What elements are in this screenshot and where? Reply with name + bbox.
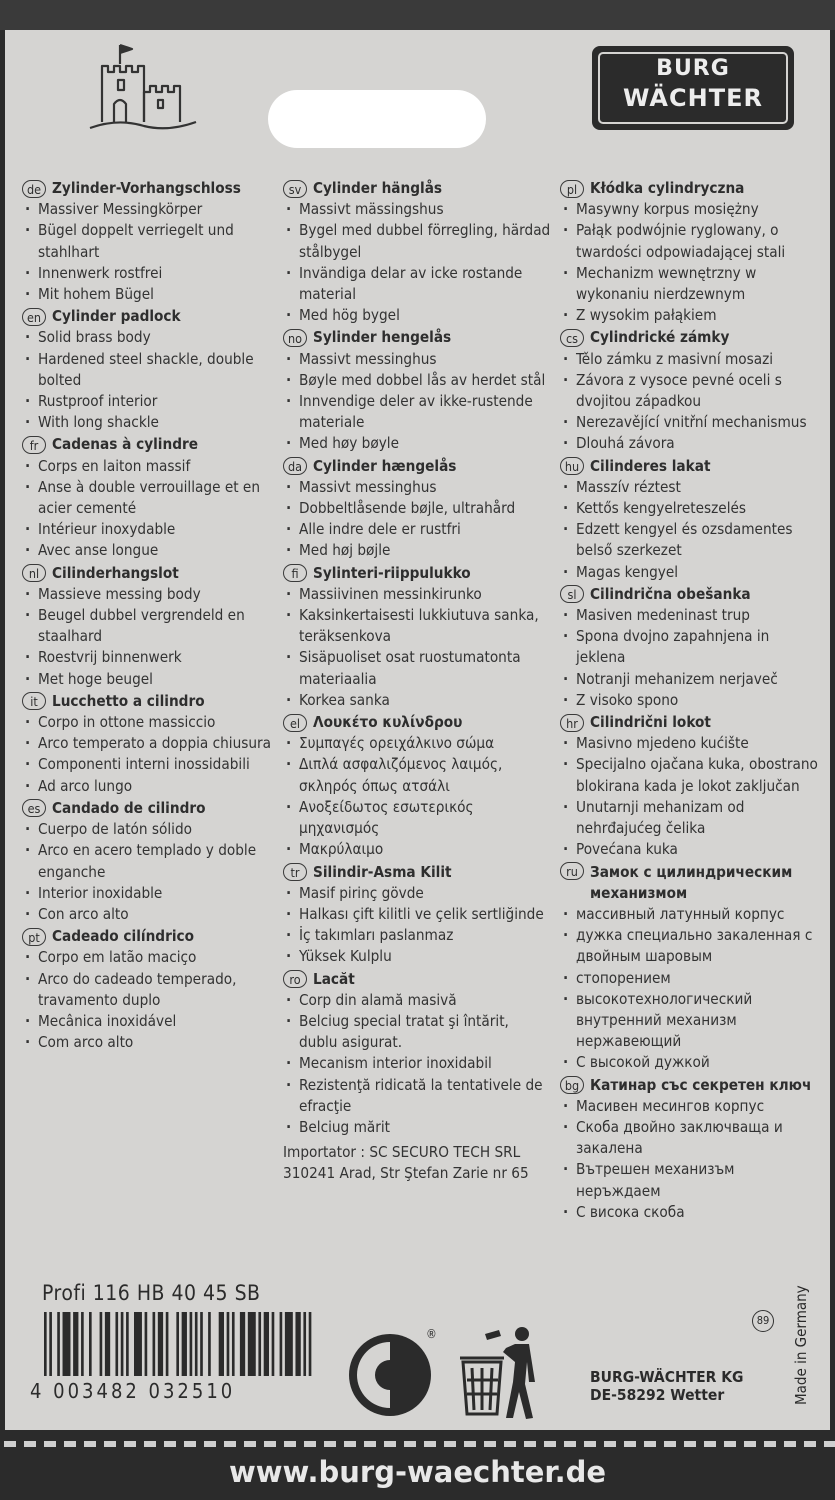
section-title: Cadenas à cylindre xyxy=(52,435,198,454)
section-title: Катинар със секретен ключ xyxy=(590,1075,812,1094)
divider-dash xyxy=(204,1441,216,1447)
language-code-badge: sv xyxy=(283,180,307,198)
section-heading xyxy=(22,563,277,584)
language-code-badge: pl xyxy=(560,180,584,198)
barcode-bar xyxy=(240,1312,245,1376)
divider-dash xyxy=(64,1441,76,1447)
section-title: Λουκέτο κυλίνδρου xyxy=(313,713,463,732)
feature-item: · Con arco alto xyxy=(22,904,277,925)
language-code-badge: de xyxy=(22,180,46,198)
barcode-bar xyxy=(182,1312,187,1376)
section-heading xyxy=(22,306,277,327)
language-code-badge: hu xyxy=(560,457,584,475)
hang-hole xyxy=(268,90,486,148)
language-column-3 xyxy=(560,178,818,1224)
divider-dash xyxy=(244,1441,256,1447)
feature-item: · Spona dvojno zapahnjena in jeklena xyxy=(560,626,818,668)
section-heading xyxy=(560,584,818,605)
feature-item: · Rustproof interior xyxy=(22,391,277,412)
divider-dash xyxy=(644,1441,656,1447)
feature-item: · Beugel dubbel vergrendeld en staalhard xyxy=(22,605,277,647)
feature-item: · Massiver Messingkörper xyxy=(22,199,277,220)
feature-item: · Corps en laiton massif xyxy=(22,456,277,477)
section-heading xyxy=(283,862,551,883)
feature-list xyxy=(22,584,277,690)
feature-item: · Belciug special tratat şi întărit, dublu asigurat. xyxy=(283,1011,551,1053)
feature-item: · Unutarnji mehanizam od nehrđajućeg čelika xyxy=(560,797,818,839)
language-column-2 xyxy=(283,178,551,1185)
feature-item: · Edzett kengyel és ozsdamentes belső szerkezet xyxy=(560,519,818,561)
barcode-bar xyxy=(227,1312,230,1376)
registered-mark: ® xyxy=(426,1327,437,1341)
website-url: www.burg-waechter.de xyxy=(228,1455,607,1489)
feature-list xyxy=(283,199,551,326)
divider-dash xyxy=(824,1441,835,1447)
barcode-bar xyxy=(44,1312,47,1376)
feature-item: · Závora z vysoce pevné oceli s dvojitou západkou xyxy=(560,370,818,412)
barcode-bar xyxy=(219,1312,224,1376)
barcode-bar xyxy=(89,1312,92,1376)
barcode-bar xyxy=(121,1312,124,1376)
feature-item: · Belciug mărit xyxy=(283,1117,551,1138)
feature-item: · Mechanizm wewnętrzny w wykonaniu nierdzewnym xyxy=(560,263,818,305)
barcode-bar xyxy=(258,1312,261,1376)
divider-dash xyxy=(364,1441,376,1447)
language-code-badge: fi xyxy=(283,564,307,582)
feature-item: · Mecânica inoxidável xyxy=(22,1011,277,1032)
divider-dash xyxy=(84,1441,96,1447)
language-section-pl xyxy=(560,178,818,326)
divider-dash xyxy=(344,1441,356,1447)
feature-item: · Innenwerk rostfrei xyxy=(22,263,277,284)
divider-dash xyxy=(584,1441,596,1447)
feature-list xyxy=(560,605,818,711)
importer-line1: Importator : SC SECURO TECH SRL xyxy=(283,1143,521,1162)
barcode-bar xyxy=(208,1312,211,1376)
section-heading xyxy=(560,862,818,904)
divider-dash xyxy=(484,1441,496,1447)
barcode-bar xyxy=(303,1312,306,1376)
feature-list xyxy=(22,947,277,1053)
feature-list xyxy=(22,327,277,433)
feature-item: · Invändiga delar av icke rostande material xyxy=(283,263,551,305)
feature-list xyxy=(560,477,818,583)
barcode-bar xyxy=(153,1312,156,1376)
language-code-badge: el xyxy=(283,714,307,732)
divider-dash xyxy=(444,1441,456,1447)
barcode-bar xyxy=(81,1312,84,1376)
feature-list xyxy=(283,349,551,455)
barcode-bar xyxy=(190,1312,193,1376)
feature-item: · Masszív réztest xyxy=(560,477,818,498)
language-section-da xyxy=(283,456,551,562)
barcode-bar xyxy=(272,1312,275,1376)
language-section-sl xyxy=(560,584,818,711)
language-code-badge: pt xyxy=(22,928,46,946)
language-section-it xyxy=(22,691,277,797)
divider-dash xyxy=(144,1441,156,1447)
divider-dash xyxy=(224,1441,236,1447)
divider-dash xyxy=(504,1441,516,1447)
feature-item: · Mecanism interior inoxidabil xyxy=(283,1053,551,1074)
feature-list xyxy=(22,712,277,797)
barcode-bar xyxy=(295,1312,300,1376)
feature-item: · дужка специально закаленная с двойным шаровым xyxy=(560,925,818,967)
top-strip xyxy=(0,0,835,30)
language-code-badge: tr xyxy=(283,863,307,881)
feature-item: · Anse à double verrouillage et en acier cementé xyxy=(22,477,277,519)
feature-item: · Met hoge beugel xyxy=(22,669,277,690)
language-section-fr xyxy=(22,434,277,561)
section-heading xyxy=(22,798,277,819)
brand-line1: BURG xyxy=(656,56,730,81)
feature-item: · Avec anse longue xyxy=(22,540,277,561)
made-in-germany: Made in Germany xyxy=(792,1285,810,1405)
feature-item: · Dlouhá závora xyxy=(560,433,818,454)
language-section-fi xyxy=(283,563,551,711)
code-89-mark: 89 xyxy=(752,1310,774,1332)
section-heading xyxy=(22,926,277,947)
importer-line2: 310241 Arad, Str Ştefan Zarie nr 65 xyxy=(283,1164,529,1183)
section-heading xyxy=(22,434,277,455)
language-section-nl xyxy=(22,563,277,690)
divider-dash xyxy=(744,1441,756,1447)
section-title: Cylinder hængelås xyxy=(313,456,457,475)
language-code-badge: fr xyxy=(22,436,46,454)
divider-dash xyxy=(184,1441,196,1447)
feature-item: · Масивен месингов корпус xyxy=(560,1096,818,1117)
feature-item: · Arco temperato a doppia chiusura xyxy=(22,733,277,754)
feature-item: · С висока скоба xyxy=(560,1202,818,1223)
section-title: Sylinteri-riippulukko xyxy=(313,563,471,582)
divider-dash xyxy=(304,1441,316,1447)
section-heading xyxy=(283,969,551,990)
feature-item: · Roestvrij binnenwerk xyxy=(22,647,277,668)
language-section-no xyxy=(283,327,551,454)
brand-logo xyxy=(592,46,794,130)
feature-item: · Massieve messing body xyxy=(22,584,277,605)
feature-item: · Masif pirinç gövde xyxy=(283,883,551,904)
feature-item: · Massivt messinghus xyxy=(283,477,551,498)
language-section-pt xyxy=(22,926,277,1053)
feature-item: · Sisäpuoliset osat ruostumatonta materiaalia xyxy=(283,647,551,689)
divider-dash xyxy=(804,1441,816,1447)
section-heading xyxy=(22,691,277,712)
feature-item: · Med høy bøyle xyxy=(283,433,551,454)
language-code-badge: cs xyxy=(560,329,584,347)
barcode-bar xyxy=(134,1312,142,1376)
section-title: Cilindrični lokot xyxy=(590,713,711,732)
section-heading xyxy=(560,712,818,733)
feature-item: · Massiivinen messinkirunko xyxy=(283,584,551,605)
feature-item: · Halkası çift kilitli ve çelik sertliğinde xyxy=(283,904,551,925)
divider-dash xyxy=(724,1441,736,1447)
feature-item: · Kaksinkertaisesti lukkiutuva sanka, teräksenkova xyxy=(283,605,551,647)
importer-info xyxy=(283,1142,551,1184)
feature-list xyxy=(560,199,818,326)
language-section-hu xyxy=(560,456,818,583)
feature-item: · Med hög bygel xyxy=(283,305,551,326)
section-title: Cylindrické zámky xyxy=(590,328,730,347)
section-heading xyxy=(22,178,277,199)
section-title: Cilinderhangslot xyxy=(52,563,179,582)
section-title: Silindir-Asma Kilit xyxy=(313,862,452,881)
barcode-bar xyxy=(248,1312,256,1376)
barcode-bar xyxy=(57,1312,60,1376)
barcode-bar xyxy=(145,1312,148,1376)
section-title: Zylinder-Vorhangschloss xyxy=(52,179,241,197)
divider-dash xyxy=(384,1441,396,1447)
divider-dash xyxy=(404,1441,416,1447)
barcode-bar xyxy=(285,1312,293,1376)
feature-item: · Innvendige deler av ikke-rustende materiale xyxy=(283,391,551,433)
feature-item: · Tělo zámku z masivní mosazi xyxy=(560,349,818,370)
feature-item: · С высокой дужкой xyxy=(560,1052,818,1073)
section-title: Замок с цилиндрическим механизмом xyxy=(590,862,793,902)
section-heading xyxy=(283,178,551,199)
feature-item: · Corpo in ottone massiccio xyxy=(22,712,277,733)
divider-dash xyxy=(564,1441,576,1447)
divider-dash xyxy=(4,1441,16,1447)
feature-item: · Massivt mässingshus xyxy=(283,199,551,220)
feature-list xyxy=(283,883,551,968)
section-heading xyxy=(283,327,551,348)
feature-item: · высокотехнологический внутренний механизм нержавеющий xyxy=(560,989,818,1053)
divider-dash xyxy=(684,1441,696,1447)
divider-dash xyxy=(324,1441,336,1447)
language-section-ru xyxy=(560,862,818,1074)
feature-item: · Ανοξείδωτος εσωτερικός μηχανισμός xyxy=(283,797,551,839)
barcode-bar xyxy=(63,1312,71,1376)
model-number: Profi 116 HB 40 45 SB xyxy=(42,1281,261,1305)
divider-dash xyxy=(44,1441,56,1447)
barcode-bar xyxy=(309,1312,312,1376)
divider-dash xyxy=(544,1441,556,1447)
barcode-bar xyxy=(200,1312,203,1376)
feature-item: · Kettős kengyelreteszelés xyxy=(560,498,818,519)
language-section-cs xyxy=(560,327,818,454)
feature-item: · Cuerpo de latón sólido xyxy=(22,819,277,840)
feature-item: · Interior inoxidable xyxy=(22,883,277,904)
green-dot-recycling-icon xyxy=(345,1330,435,1420)
feature-item: · Mit hohem Bügel xyxy=(22,284,277,305)
company-city: DE-58292 Wetter xyxy=(590,1386,725,1404)
feature-item: · Povećana kuka xyxy=(560,839,818,860)
feature-list xyxy=(283,733,551,860)
language-section-es xyxy=(22,798,277,925)
castle-icon xyxy=(88,42,198,137)
company-address xyxy=(590,1368,744,1404)
feature-item: · Pałąk podwójnie ryglowany, o twardości odpowiadającej stali xyxy=(560,220,818,262)
barcode-number: 4 003482 032510 xyxy=(30,1379,236,1403)
section-heading xyxy=(283,712,551,733)
language-code-badge: ru xyxy=(560,862,584,880)
barcode-bar xyxy=(158,1312,163,1376)
barcode-bar xyxy=(166,1312,169,1376)
barcode-bar xyxy=(115,1312,118,1376)
section-heading xyxy=(560,456,818,477)
language-section-en xyxy=(22,306,277,433)
feature-item: · Componenti interni inossidabili xyxy=(22,754,277,775)
divider-dash xyxy=(284,1441,296,1447)
barcode-bar xyxy=(232,1312,235,1376)
feature-item: · Alle indre dele er rustfri xyxy=(283,519,551,540)
feature-item: · Μακρύλαιμο xyxy=(283,839,551,860)
feature-item: · Yüksek Kulplu xyxy=(283,946,551,967)
feature-item: · Com arco alto xyxy=(22,1032,277,1053)
feature-item: · Specijalno ojačana kuka, obostrano blokirana kada je lokot zaključan xyxy=(560,754,818,796)
language-code-badge: ro xyxy=(283,970,307,988)
feature-item: · Bygel med dubbel förregling, härdad stålbygel xyxy=(283,220,551,262)
feature-item: · Hardened steel shackle, double bolted xyxy=(22,349,277,391)
feature-item: · İç takımları paslanmaz xyxy=(283,925,551,946)
feature-item: · Διπλά ασφαλιζόμενος λαιμός, σκληρός όπως ατσάλι xyxy=(283,754,551,796)
feature-item: · Скоба двойно заключваща и закалена xyxy=(560,1117,818,1159)
barcode-bar xyxy=(264,1312,269,1376)
feature-item: · Massivt messinghus xyxy=(283,349,551,370)
language-section-sv xyxy=(283,178,551,326)
feature-item: · Bøyle med dobbel lås av herdet stål xyxy=(283,370,551,391)
divider-dash xyxy=(164,1441,176,1447)
feature-item: · Corp din alamă masivă xyxy=(283,990,551,1011)
barcode xyxy=(44,1312,314,1376)
language-code-badge: hr xyxy=(560,714,584,732)
feature-item: · Magas kengyel xyxy=(560,562,818,583)
section-title: Candado de cilindro xyxy=(52,798,206,817)
feature-list xyxy=(560,904,818,1074)
language-code-badge: sl xyxy=(560,585,584,603)
language-column-1 xyxy=(22,178,277,1054)
feature-list xyxy=(22,819,277,925)
feature-item: · Solid brass body xyxy=(22,327,277,348)
feature-item: · Z wysokim pałąkiem xyxy=(560,305,818,326)
feature-list xyxy=(22,456,277,562)
feature-list xyxy=(560,349,818,455)
barcode-bar xyxy=(126,1312,129,1376)
section-title: Cadeado cilíndrico xyxy=(52,927,194,946)
divider-dash xyxy=(464,1441,476,1447)
company-name: BURG-WÄCHTER KG xyxy=(590,1368,744,1386)
section-title: Kłódka cylindryczna xyxy=(590,179,745,197)
section-title: Cylinder hänglås xyxy=(313,179,443,197)
feature-item: · Rezistenţă ridicată la tentativele de efracţie xyxy=(283,1075,551,1117)
language-section-bg xyxy=(560,1075,818,1223)
language-code-badge: it xyxy=(22,692,46,710)
language-code-badge: da xyxy=(283,457,307,475)
language-section-hr xyxy=(560,712,818,860)
section-heading xyxy=(560,1075,818,1096)
section-heading xyxy=(283,563,551,584)
language-section-el xyxy=(283,712,551,860)
divider-dash xyxy=(764,1441,776,1447)
language-section-ro xyxy=(283,969,551,1139)
feature-item: · Nerezavějící vnitřní mechanismus xyxy=(560,412,818,433)
barcode-bar xyxy=(105,1312,110,1376)
section-title: Cilindrična obešanka xyxy=(590,584,751,603)
feature-item: · Bügel doppelt verriegelt und stahlhart xyxy=(22,220,277,262)
feature-item: · Corpo em latão maciço xyxy=(22,947,277,968)
feature-list xyxy=(22,199,277,305)
section-title: Lacăt xyxy=(313,969,355,988)
section-title: Cilinderes lakat xyxy=(590,456,711,475)
brand-line2: WÄCHTER xyxy=(623,84,763,112)
feature-item: · Masywny korpus mosiężny xyxy=(560,199,818,220)
divider-dash xyxy=(424,1441,436,1447)
divider-dash xyxy=(664,1441,676,1447)
feature-item: · Intérieur inoxydable xyxy=(22,519,277,540)
dashed-divider xyxy=(0,1440,835,1448)
divider-dash xyxy=(264,1441,276,1447)
feature-list xyxy=(283,477,551,562)
section-heading xyxy=(560,327,818,348)
divider-dash xyxy=(624,1441,636,1447)
feature-list xyxy=(283,584,551,711)
language-code-badge: bg xyxy=(560,1076,584,1094)
feature-item: · массивный латунный корпус xyxy=(560,904,818,925)
divider-dash xyxy=(784,1441,796,1447)
feature-item: · Ad arco lungo xyxy=(22,776,277,797)
language-section-de xyxy=(22,178,277,305)
feature-item: · Вътрешен механизъм неръждаем xyxy=(560,1159,818,1201)
section-title: Lucchetto a cilindro xyxy=(52,691,205,710)
feature-item: · Arco en acero templado y doble enganche xyxy=(22,840,277,882)
feature-item: · Masivno mjedeno kućište xyxy=(560,733,818,754)
barcode-bar xyxy=(176,1312,179,1376)
feature-item: · Συμπαγές ορειχάλκινο σώμα xyxy=(283,733,551,754)
barcode-bar xyxy=(49,1312,52,1376)
feature-item: · With long shackle xyxy=(22,412,277,433)
barcode-bar xyxy=(280,1312,283,1376)
feature-list xyxy=(560,733,818,860)
divider-dash xyxy=(524,1441,536,1447)
feature-item: · стопорением xyxy=(560,968,818,989)
barcode-bar xyxy=(195,1312,198,1376)
language-code-badge: no xyxy=(283,329,307,347)
section-heading xyxy=(560,178,818,199)
trash-bin-disposal-icon xyxy=(455,1322,545,1422)
divider-dash xyxy=(24,1441,36,1447)
feature-item: · Med høj bøjle xyxy=(283,540,551,561)
feature-item: · Notranji mehanizem nerjaveč xyxy=(560,669,818,690)
section-title: Sylinder hengelås xyxy=(313,328,452,347)
divider-dash xyxy=(704,1441,716,1447)
language-code-badge: es xyxy=(22,799,46,817)
divider-dash xyxy=(104,1441,116,1447)
feature-item: · Masiven medeninast trup xyxy=(560,605,818,626)
feature-item: · Arco do cadeado temperado, travamento duplo xyxy=(22,969,277,1011)
feature-item: · Dobbeltlåsende bøjle, ultrahård xyxy=(283,498,551,519)
language-code-badge: en xyxy=(22,308,46,326)
language-code-badge: nl xyxy=(22,564,46,582)
divider-dash xyxy=(124,1441,136,1447)
feature-item: · Korkea sanka xyxy=(283,690,551,711)
feature-list xyxy=(560,1096,818,1223)
feature-item: · Z visoko spono xyxy=(560,690,818,711)
divider-dash xyxy=(604,1441,616,1447)
section-heading xyxy=(283,456,551,477)
feature-list xyxy=(283,990,551,1138)
section-title: Cylinder padlock xyxy=(52,307,181,326)
barcode-bar xyxy=(100,1312,103,1376)
language-section-tr xyxy=(283,862,551,968)
barcode-bar xyxy=(73,1312,78,1376)
